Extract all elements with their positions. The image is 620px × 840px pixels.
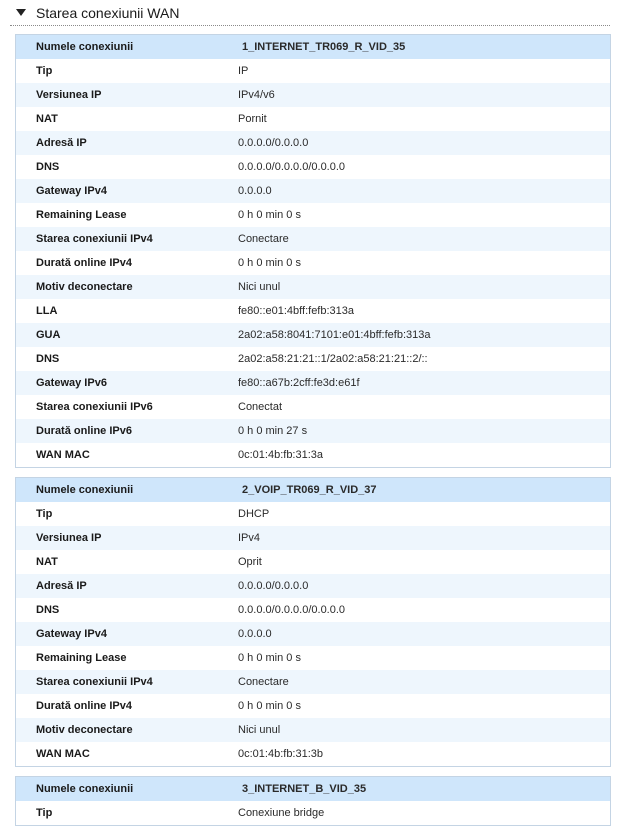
table-row <box>16 59 610 83</box>
row-value: fe80::e01:4bff:fefb:313a <box>238 305 355 317</box>
table-row <box>16 179 610 203</box>
row-label: Starea conexiunii IPv4 <box>36 233 153 245</box>
table-row <box>16 622 610 646</box>
row-value: 0.0.0.0/0.0.0.0/0.0.0.0 <box>238 161 346 173</box>
row-label: WAN MAC <box>36 449 90 461</box>
row-label: Remaining Lease <box>36 209 127 221</box>
row-value: 0 h 0 min 0 s <box>238 209 301 221</box>
table-row <box>16 227 610 251</box>
row-value: 0 h 0 min 27 s <box>238 425 308 437</box>
table-row <box>16 718 610 742</box>
row-value: 0.0.0.0/0.0.0.0/0.0.0.0 <box>238 604 346 616</box>
row-value: Oprit <box>238 556 262 568</box>
row-label: DNS <box>36 161 60 173</box>
row-value: Conectat <box>238 401 283 413</box>
connection-name-row <box>16 478 610 502</box>
table-row <box>16 801 610 825</box>
connection-name-row <box>16 35 610 59</box>
row-label: Motiv deconectare <box>36 281 133 293</box>
row-label: Gateway IPv4 <box>36 185 107 197</box>
row-label: Durată online IPv4 <box>36 257 132 269</box>
row-label: Durată online IPv4 <box>36 700 132 712</box>
table-row <box>16 155 610 179</box>
row-label: Gateway IPv6 <box>36 377 107 389</box>
row-value: fe80::a67b:2cff:fe3d:e61f <box>238 377 360 389</box>
connection-name-value: 3_INTERNET_B_VID_35 <box>242 783 367 795</box>
row-label: LLA <box>36 305 58 317</box>
table-row <box>16 526 610 550</box>
table-row <box>16 550 610 574</box>
table-row <box>16 443 610 467</box>
row-label: Gateway IPv4 <box>36 628 107 640</box>
row-label: Tip <box>36 807 53 819</box>
row-label: Motiv deconectare <box>36 724 133 736</box>
connection-name-row <box>16 777 610 801</box>
row-label: Starea conexiunii IPv6 <box>36 401 153 413</box>
table-row <box>16 598 610 622</box>
row-label: Numele conexiunii <box>36 41 134 53</box>
row-label: NAT <box>36 113 58 125</box>
table-row <box>16 323 610 347</box>
row-label: Versiunea IP <box>36 89 102 101</box>
row-value: 2a02:a58:21:21::1/2a02:a58:21:21::2/:: <box>238 353 428 365</box>
connection-panel-2 <box>15 477 611 767</box>
row-label: Versiunea IP <box>36 532 102 544</box>
table-row <box>16 419 610 443</box>
table-row <box>16 83 610 107</box>
section-title: Starea conexiunii WAN <box>36 4 180 21</box>
row-value: Nici unul <box>238 724 281 736</box>
row-label: Durată online IPv6 <box>36 425 132 437</box>
row-value: 2a02:a58:8041:7101:e01:4bff:fefb:313a <box>238 329 431 341</box>
table-row <box>16 694 610 718</box>
row-label: Starea conexiunii IPv4 <box>36 676 153 688</box>
connection-panel-3 <box>15 776 611 826</box>
row-value: 0.0.0.0 <box>238 185 272 197</box>
table-row <box>16 347 610 371</box>
row-label: NAT <box>36 556 58 568</box>
row-label: WAN MAC <box>36 748 90 760</box>
table-row <box>16 574 610 598</box>
table-row <box>16 502 610 526</box>
row-value: IPv4 <box>238 532 261 544</box>
row-value: Conexiune bridge <box>238 807 325 819</box>
row-value: 0c:01:4b:fb:31:3b <box>238 748 324 760</box>
connection-name-value: 1_INTERNET_TR069_R_VID_35 <box>242 41 406 53</box>
row-label: Tip <box>36 508 53 520</box>
table-row <box>16 275 610 299</box>
table-row <box>16 742 610 766</box>
row-value: 0 h 0 min 0 s <box>238 652 301 664</box>
row-value: Conectare <box>238 676 289 688</box>
row-value: 0.0.0.0 <box>238 628 272 640</box>
connection-name-value: 2_VOIP_TR069_R_VID_37 <box>242 484 377 496</box>
table-row <box>16 299 610 323</box>
row-value: 0.0.0.0/0.0.0.0 <box>238 580 309 592</box>
table-row <box>16 131 610 155</box>
row-value: 0 h 0 min 0 s <box>238 257 301 269</box>
row-label: Numele conexiunii <box>36 484 134 496</box>
row-value: 0c:01:4b:fb:31:3a <box>238 449 324 461</box>
row-label: GUA <box>36 329 61 341</box>
row-label: Adresă IP <box>36 580 87 592</box>
row-label: Numele conexiunii <box>36 783 134 795</box>
row-label: Tip <box>36 65 53 77</box>
row-value: Pornit <box>238 113 267 125</box>
row-value: DHCP <box>238 508 270 520</box>
row-value: 0.0.0.0/0.0.0.0 <box>238 137 309 149</box>
table-row <box>16 107 610 131</box>
row-value: IP <box>238 65 249 77</box>
row-label: Adresă IP <box>36 137 87 149</box>
table-row <box>16 395 610 419</box>
table-row <box>16 251 610 275</box>
table-row <box>16 203 610 227</box>
table-row <box>16 646 610 670</box>
row-label: Remaining Lease <box>36 652 127 664</box>
row-value: Nici unul <box>238 281 281 293</box>
table-row <box>16 371 610 395</box>
row-value: IPv4/v6 <box>238 89 275 101</box>
row-value: 0 h 0 min 0 s <box>238 700 301 712</box>
table-row <box>16 670 610 694</box>
row-label: DNS <box>36 353 60 365</box>
collapse-triangle-icon[interactable] <box>16 9 26 16</box>
row-label: DNS <box>36 604 60 616</box>
wan-status-section-header[interactable] <box>10 0 610 26</box>
row-value: Conectare <box>238 233 289 245</box>
connection-panel-1 <box>15 34 611 468</box>
